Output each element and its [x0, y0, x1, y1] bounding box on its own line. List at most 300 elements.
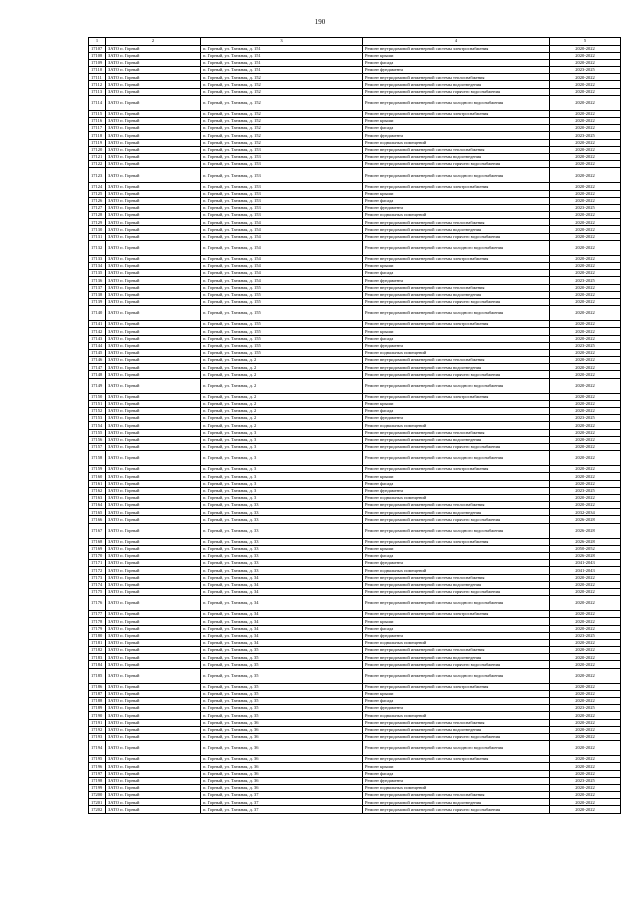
cell-row-number: 17173	[89, 574, 106, 581]
cell-municipality: ЗАТО п. Горный	[106, 712, 201, 719]
cell-address: п. Горный, ул. Таежная, д. 2	[201, 422, 363, 429]
cell-address: п. Горный, ул. Таежная, д. 2	[201, 400, 363, 407]
cell-period: 2020-2022	[550, 443, 621, 450]
cell-row-number: 17202	[89, 806, 106, 813]
cell-municipality: ЗАТО п. Горный	[106, 371, 201, 378]
cell-municipality: ЗАТО п. Горный	[106, 647, 201, 654]
cell-row-number: 17154	[89, 422, 106, 429]
page-number: 190	[314, 18, 326, 26]
cell-municipality: ЗАТО п. Горный	[106, 618, 201, 625]
cell-row-number: 17171	[89, 560, 106, 567]
cell-municipality: ЗАТО п. Горный	[106, 451, 201, 466]
cell-period: 2020-2022	[550, 270, 621, 277]
cell-row-number: 17146	[89, 357, 106, 364]
cell-municipality: ЗАТО п. Горный	[106, 661, 201, 668]
cell-row-number: 17180	[89, 632, 106, 639]
table-row	[89, 596, 621, 611]
cell-work-type: Ремонт крыши	[363, 618, 550, 625]
cell-row-number: 17124	[89, 183, 106, 190]
cell-address: п. Горный, ул. Таежная, д. 36	[201, 784, 363, 791]
cell-address: п. Горный, ул. Таежная, д. 155	[201, 298, 363, 305]
table-row	[89, 581, 621, 588]
cell-period: 2041-2043	[550, 560, 621, 567]
table-row	[89, 212, 621, 219]
cell-address: п. Горный, ул. Таежная, д. 35	[201, 668, 363, 683]
cell-period: 2020-2022	[550, 654, 621, 661]
cell-municipality: ЗАТО п. Горный	[106, 270, 201, 277]
cell-period: 2020-2022	[550, 197, 621, 204]
cell-row-number: 17151	[89, 400, 106, 407]
cell-work-type: Ремонт фасада	[363, 770, 550, 777]
cell-period: 2050-2052	[550, 545, 621, 552]
cell-address: п. Горный, ул. Таежная, д. 154	[201, 270, 363, 277]
cell-row-number: 17199	[89, 784, 106, 791]
table-row	[89, 698, 621, 705]
cell-municipality: ЗАТО п. Горный	[106, 298, 201, 305]
cell-period: 2020-2022	[550, 690, 621, 697]
table-row	[89, 183, 621, 190]
table-row	[89, 422, 621, 429]
cell-municipality: ЗАТО п. Горный	[106, 588, 201, 595]
cell-period: 2023-2025	[550, 67, 621, 74]
cell-row-number: 17166	[89, 516, 106, 523]
cell-row-number: 17198	[89, 777, 106, 784]
cell-municipality: ЗАТО п. Горный	[106, 364, 201, 371]
table-row	[89, 110, 621, 117]
cell-work-type: Ремонт внутридомовой инженерной системы горячего водоснабжения	[363, 371, 550, 378]
cell-municipality: ЗАТО п. Горный	[106, 436, 201, 443]
cell-address: п. Горный, ул. Таежная, д. 152	[201, 118, 363, 125]
cell-row-number: 17118	[89, 132, 106, 139]
cell-municipality: ЗАТО п. Горный	[106, 146, 201, 153]
cell-period: 2026-2028	[550, 516, 621, 523]
cell-period: 2020-2022	[550, 161, 621, 168]
table-row	[89, 429, 621, 436]
cell-municipality: ЗАТО п. Горный	[106, 596, 201, 611]
table-row	[89, 661, 621, 668]
cell-row-number: 17117	[89, 125, 106, 132]
table-row	[89, 59, 621, 66]
cell-address: п. Горный, ул. Таежная, д. 153	[201, 153, 363, 160]
cell-address: п. Горный, ул. Таежная, д. 152	[201, 139, 363, 146]
table-row	[89, 436, 621, 443]
cell-period: 2020-2022	[550, 378, 621, 393]
cell-address: п. Горный, ул. Таежная, д. 151	[201, 52, 363, 59]
cell-work-type: Ремонт внутридомовой инженерной системы водоотведения	[363, 654, 550, 661]
cell-row-number: 17136	[89, 277, 106, 284]
cell-address: п. Горный, ул. Таежная, д. 34	[201, 588, 363, 595]
cell-row-number: 17126	[89, 197, 106, 204]
cell-row-number: 17182	[89, 647, 106, 654]
cell-work-type: Ремонт подвальных помещений	[363, 212, 550, 219]
table-row	[89, 357, 621, 364]
table-row	[89, 799, 621, 806]
cell-municipality: ЗАТО п. Горный	[106, 741, 201, 756]
table-row	[89, 784, 621, 791]
cell-work-type: Ремонт фундамента	[363, 342, 550, 349]
cell-work-type: Ремонт внутридомовой инженерной системы теплоснабжения	[363, 146, 550, 153]
table-header-row	[89, 38, 621, 46]
cell-work-type: Ремонт внутридомовой инженерной системы горячего водоснабжения	[363, 588, 550, 595]
table-row	[89, 378, 621, 393]
cell-work-type: Ремонт внутридомовой инженерной системы холодного водоснабжения	[363, 451, 550, 466]
cell-row-number: 17152	[89, 408, 106, 415]
cell-period: 2020-2022	[550, 712, 621, 719]
cell-row-number: 17122	[89, 161, 106, 168]
cell-period: 2020-2022	[550, 502, 621, 509]
table-row	[89, 153, 621, 160]
cell-address: п. Горный, ул. Таежная, д. 3	[201, 466, 363, 473]
cell-period: 2023-2025	[550, 705, 621, 712]
cell-period: 2020-2022	[550, 733, 621, 740]
cell-period: 2020-2022	[550, 139, 621, 146]
cell-address: п. Горный, ул. Таежная, д. 35	[201, 647, 363, 654]
cell-period: 2020-2022	[550, 233, 621, 240]
cell-address: п. Горный, ул. Таежная, д. 36	[201, 719, 363, 726]
cell-row-number: 17189	[89, 705, 106, 712]
cell-period: 2020-2022	[550, 291, 621, 298]
table-row	[89, 726, 621, 733]
cell-work-type: Ремонт внутридомовой инженерной системы холодного водоснабжения	[363, 741, 550, 756]
cell-period: 2023-2025	[550, 632, 621, 639]
table-row	[89, 509, 621, 516]
cell-row-number: 17170	[89, 553, 106, 560]
cell-municipality: ЗАТО п. Горный	[106, 581, 201, 588]
cell-row-number: 17131	[89, 233, 106, 240]
table-row	[89, 364, 621, 371]
cell-work-type: Ремонт внутридомовой инженерной системы электроснабжения	[363, 466, 550, 473]
cell-work-type: Ремонт внутридомовой инженерной системы холодного водоснабжения	[363, 378, 550, 393]
cell-work-type: Ремонт внутридомовой инженерной системы теплоснабжения	[363, 429, 550, 436]
cell-address: п. Горный, ул. Таежная, д. 33	[201, 502, 363, 509]
cell-row-number: 17181	[89, 639, 106, 646]
cell-work-type: Ремонт внутридомовой инженерной системы холодного водоснабжения	[363, 596, 550, 611]
cell-period: 2020-2022	[550, 429, 621, 436]
cell-row-number: 17144	[89, 342, 106, 349]
cell-row-number: 17191	[89, 719, 106, 726]
cell-municipality: ЗАТО п. Горный	[106, 284, 201, 291]
cell-row-number: 17148	[89, 371, 106, 378]
cell-work-type: Ремонт внутридомовой инженерной системы горячего водоснабжения	[363, 806, 550, 813]
cell-row-number: 17175	[89, 588, 106, 595]
cell-row-number: 17123	[89, 168, 106, 183]
cell-period: 2020-2022	[550, 647, 621, 654]
table-row	[89, 349, 621, 356]
cell-address: п. Горный, ул. Таежная, д. 33	[201, 516, 363, 523]
cell-row-number: 17197	[89, 770, 106, 777]
cell-row-number: 17176	[89, 596, 106, 611]
cell-work-type: Ремонт крыши	[363, 190, 550, 197]
cell-period: 2020-2022	[550, 408, 621, 415]
cell-period: 2020-2022	[550, 792, 621, 799]
table-row	[89, 516, 621, 523]
cell-municipality: ЗАТО п. Горный	[106, 212, 201, 219]
cell-period: 2020-2022	[550, 661, 621, 668]
cell-period: 2020-2022	[550, 741, 621, 756]
cell-address: п. Горный, ул. Таежная, д. 153	[201, 190, 363, 197]
cell-address: п. Горный, ул. Таежная, д. 2	[201, 371, 363, 378]
cell-address: п. Горный, ул. Таежная, д. 36	[201, 777, 363, 784]
cell-address: п. Горный, ул. Таежная, д. 155	[201, 306, 363, 321]
cell-row-number: 17111	[89, 74, 106, 81]
cell-row-number: 17130	[89, 226, 106, 233]
cell-address: п. Горный, ул. Таежная, д. 36	[201, 741, 363, 756]
cell-work-type: Ремонт фундамента	[363, 777, 550, 784]
cell-work-type: Ремонт внутридомовой инженерной системы горячего водоснабжения	[363, 298, 550, 305]
cell-period: 2020-2022	[550, 74, 621, 81]
cell-row-number: 17188	[89, 698, 106, 705]
cell-work-type: Ремонт внутридомовой инженерной системы теплоснабжения	[363, 284, 550, 291]
cell-period: 2020-2022	[550, 263, 621, 270]
cell-period: 2041-2043	[550, 567, 621, 574]
cell-address: п. Горный, ул. Таежная, д. 152	[201, 110, 363, 117]
cell-period: 2020-2022	[550, 480, 621, 487]
cell-municipality: ЗАТО п. Горный	[106, 95, 201, 110]
cell-work-type: Ремонт крыши	[363, 400, 550, 407]
cell-municipality: ЗАТО п. Горный	[106, 799, 201, 806]
cell-period: 2020-2022	[550, 806, 621, 813]
cell-address: п. Горный, ул. Таежная, д. 3	[201, 487, 363, 494]
cell-address: п. Горный, ул. Таежная, д. 33	[201, 560, 363, 567]
cell-municipality: ЗАТО п. Горный	[106, 240, 201, 255]
cell-work-type: Ремонт внутридомовой инженерной системы теплоснабжения	[363, 574, 550, 581]
cell-address: п. Горный, ул. Таежная, д. 33	[201, 523, 363, 538]
cell-address: п. Горный, ул. Таежная, д. 152	[201, 132, 363, 139]
cell-address: п. Горный, ул. Таежная, д. 35	[201, 705, 363, 712]
cell-municipality: ЗАТО п. Горный	[106, 415, 201, 422]
cell-work-type: Ремонт крыши	[363, 763, 550, 770]
column-header: 2	[106, 38, 201, 46]
cell-work-type: Ремонт фундамента	[363, 632, 550, 639]
cell-work-type: Ремонт внутридомовой инженерной системы горячего водоснабжения	[363, 443, 550, 450]
cell-work-type: Ремонт внутридомовой инженерной системы холодного водоснабжения	[363, 95, 550, 110]
cell-work-type: Ремонт фасада	[363, 335, 550, 342]
cell-period: 2020-2022	[550, 588, 621, 595]
cell-row-number: 17116	[89, 118, 106, 125]
cell-work-type: Ремонт фундамента	[363, 560, 550, 567]
cell-period: 2020-2022	[550, 45, 621, 52]
cell-address: п. Горный, ул. Таежная, д. 36	[201, 726, 363, 733]
table-row	[89, 74, 621, 81]
cell-municipality: ЗАТО п. Горный	[106, 88, 201, 95]
cell-row-number: 17168	[89, 538, 106, 545]
cell-work-type: Ремонт внутридомовой инженерной системы холодного водоснабжения	[363, 240, 550, 255]
table-row	[89, 321, 621, 328]
cell-municipality: ЗАТО п. Горный	[106, 190, 201, 197]
cell-municipality: ЗАТО п. Горный	[106, 502, 201, 509]
cell-work-type: Ремонт фундамента	[363, 132, 550, 139]
cell-address: п. Горный, ул. Таежная, д. 154	[201, 233, 363, 240]
cell-municipality: ЗАТО п. Горный	[106, 393, 201, 400]
cell-period: 2020-2022	[550, 668, 621, 683]
cell-address: п. Горный, ул. Таежная, д. 153	[201, 146, 363, 153]
cell-address: п. Горный, ул. Таежная, д. 34	[201, 581, 363, 588]
cell-work-type: Ремонт внутридомовой инженерной системы водоотведения	[363, 726, 550, 733]
cell-work-type: Ремонт фундамента	[363, 277, 550, 284]
cell-work-type: Ремонт внутридомовой инженерной системы горячего водоснабжения	[363, 161, 550, 168]
cell-municipality: ЗАТО п. Горный	[106, 784, 201, 791]
cell-municipality: ЗАТО п. Горный	[106, 698, 201, 705]
cell-period: 2020-2022	[550, 683, 621, 690]
cell-work-type: Ремонт фасада	[363, 480, 550, 487]
cell-period: 2020-2022	[550, 784, 621, 791]
cell-work-type: Ремонт фасада	[363, 59, 550, 66]
table-row	[89, 328, 621, 335]
cell-municipality: ЗАТО п. Горный	[106, 668, 201, 683]
table-row	[89, 473, 621, 480]
table-row	[89, 240, 621, 255]
cell-municipality: ЗАТО п. Горный	[106, 168, 201, 183]
cell-row-number: 17150	[89, 393, 106, 400]
table-row	[89, 719, 621, 726]
table-row	[89, 668, 621, 683]
cell-address: п. Горный, ул. Таежная, д. 152	[201, 95, 363, 110]
cell-period: 2026-2028	[550, 538, 621, 545]
cell-address: п. Горный, ул. Таежная, д. 35	[201, 683, 363, 690]
cell-work-type: Ремонт внутридомовой инженерной системы водоотведения	[363, 81, 550, 88]
table-row	[89, 255, 621, 262]
cell-row-number: 17184	[89, 661, 106, 668]
cell-work-type: Ремонт внутридомовой инженерной системы теплоснабжения	[363, 647, 550, 654]
table-row	[89, 226, 621, 233]
capital-repair-table	[88, 37, 621, 814]
cell-row-number: 17132	[89, 240, 106, 255]
cell-row-number: 17183	[89, 654, 106, 661]
cell-municipality: ЗАТО п. Горный	[106, 538, 201, 545]
cell-work-type: Ремонт внутридомовой инженерной системы водоотведения	[363, 799, 550, 806]
cell-row-number: 17165	[89, 509, 106, 516]
cell-municipality: ЗАТО п. Горный	[106, 574, 201, 581]
table-row	[89, 545, 621, 552]
cell-address: п. Горный, ул. Таежная, д. 37	[201, 806, 363, 813]
cell-municipality: ЗАТО п. Горный	[106, 255, 201, 262]
cell-row-number: 17196	[89, 763, 106, 770]
cell-address: п. Горный, ул. Таежная, д. 34	[201, 632, 363, 639]
cell-period: 2020-2022	[550, 95, 621, 110]
cell-address: п. Горный, ул. Таежная, д. 3	[201, 429, 363, 436]
cell-municipality: ЗАТО п. Горный	[106, 654, 201, 661]
cell-work-type: Ремонт внутридомовой инженерной системы холодного водоснабжения	[363, 668, 550, 683]
cell-row-number: 17138	[89, 291, 106, 298]
cell-address: п. Горный, ул. Таежная, д. 153	[201, 183, 363, 190]
cell-period: 2020-2022	[550, 625, 621, 632]
cell-period: 2023-2025	[550, 777, 621, 784]
cell-address: п. Горный, ул. Таежная, д. 34	[201, 625, 363, 632]
cell-municipality: ЗАТО п. Горный	[106, 67, 201, 74]
cell-period: 2020-2022	[550, 335, 621, 342]
cell-work-type: Ремонт внутридомовой инженерной системы горячего водоснабжения	[363, 233, 550, 240]
cell-municipality: ЗАТО п. Горный	[106, 197, 201, 204]
cell-work-type: Ремонт фасада	[363, 408, 550, 415]
cell-work-type: Ремонт фундамента	[363, 705, 550, 712]
cell-period: 2023-2025	[550, 342, 621, 349]
cell-municipality: ЗАТО п. Горный	[106, 74, 201, 81]
cell-municipality: ЗАТО п. Горный	[106, 553, 201, 560]
cell-municipality: ЗАТО п. Горный	[106, 263, 201, 270]
cell-period: 2020-2022	[550, 756, 621, 763]
cell-municipality: ЗАТО п. Горный	[106, 777, 201, 784]
table-row	[89, 204, 621, 211]
table-row	[89, 277, 621, 284]
cell-work-type: Ремонт внутридомовой инженерной системы холодного водоснабжения	[363, 168, 550, 183]
cell-address: п. Горный, ул. Таежная, д. 152	[201, 125, 363, 132]
cell-period: 2020-2022	[550, 146, 621, 153]
cell-municipality: ЗАТО п. Горный	[106, 733, 201, 740]
cell-municipality: ЗАТО п. Горный	[106, 219, 201, 226]
cell-period: 2020-2022	[550, 466, 621, 473]
cell-municipality: ЗАТО п. Горный	[106, 357, 201, 364]
cell-municipality: ЗАТО п. Горный	[106, 335, 201, 342]
cell-municipality: ЗАТО п. Горный	[106, 487, 201, 494]
cell-address: п. Горный, ул. Таежная, д. 153	[201, 161, 363, 168]
table-row	[89, 523, 621, 538]
cell-row-number: 17110	[89, 67, 106, 74]
cell-address: п. Горный, ул. Таежная, д. 154	[201, 240, 363, 255]
cell-work-type: Ремонт внутридомовой инженерной системы горячего водоснабжения	[363, 516, 550, 523]
cell-period: 2020-2022	[550, 726, 621, 733]
cell-work-type: Ремонт внутридомовой инженерной системы теплоснабжения	[363, 74, 550, 81]
table-row	[89, 712, 621, 719]
cell-period: 2020-2022	[550, 59, 621, 66]
cell-row-number: 17156	[89, 436, 106, 443]
cell-address: п. Горный, ул. Таежная, д. 37	[201, 799, 363, 806]
cell-row-number: 17147	[89, 364, 106, 371]
cell-municipality: ЗАТО п. Горный	[106, 792, 201, 799]
table-row	[89, 168, 621, 183]
cell-work-type: Ремонт подвальных помещений	[363, 422, 550, 429]
cell-row-number: 17137	[89, 284, 106, 291]
cell-municipality: ЗАТО п. Горный	[106, 429, 201, 436]
cell-address: п. Горный, ул. Таежная, д. 151	[201, 67, 363, 74]
cell-row-number: 17108	[89, 52, 106, 59]
cell-row-number: 17115	[89, 110, 106, 117]
table-row	[89, 494, 621, 501]
cell-address: п. Горный, ул. Таежная, д. 3	[201, 480, 363, 487]
table-row	[89, 161, 621, 168]
cell-period: 2020-2022	[550, 219, 621, 226]
cell-row-number: 17145	[89, 349, 106, 356]
cell-address: п. Горный, ул. Таежная, д. 154	[201, 255, 363, 262]
cell-work-type: Ремонт фасада	[363, 125, 550, 132]
cell-row-number: 17186	[89, 683, 106, 690]
cell-municipality: ЗАТО п. Горный	[106, 560, 201, 567]
cell-row-number: 17141	[89, 321, 106, 328]
table-row	[89, 625, 621, 632]
table-row	[89, 683, 621, 690]
cell-address: п. Горный, ул. Таежная, д. 155	[201, 349, 363, 356]
table-row	[89, 342, 621, 349]
cell-work-type: Ремонт подвальных помещений	[363, 567, 550, 574]
cell-period: 2020-2022	[550, 110, 621, 117]
cell-work-type: Ремонт внутридомовой инженерной системы горячего водоснабжения	[363, 733, 550, 740]
cell-row-number: 17172	[89, 567, 106, 574]
cell-period: 2020-2022	[550, 321, 621, 328]
cell-municipality: ЗАТО п. Горный	[106, 233, 201, 240]
cell-address: п. Горный, ул. Таежная, д. 35	[201, 661, 363, 668]
cell-row-number: 17119	[89, 139, 106, 146]
cell-municipality: ЗАТО п. Горный	[106, 204, 201, 211]
cell-municipality: ЗАТО п. Горный	[106, 183, 201, 190]
cell-work-type: Ремонт внутридомовой инженерной системы водоотведения	[363, 226, 550, 233]
cell-period: 2020-2022	[550, 125, 621, 132]
cell-municipality: ЗАТО п. Горный	[106, 153, 201, 160]
cell-municipality: ЗАТО п. Горный	[106, 770, 201, 777]
cell-municipality: ЗАТО п. Горный	[106, 81, 201, 88]
cell-period: 2032-2034	[550, 509, 621, 516]
cell-work-type: Ремонт крыши	[363, 52, 550, 59]
cell-work-type: Ремонт внутридомовой инженерной системы электроснабжения	[363, 611, 550, 618]
cell-municipality: ЗАТО п. Горный	[106, 480, 201, 487]
